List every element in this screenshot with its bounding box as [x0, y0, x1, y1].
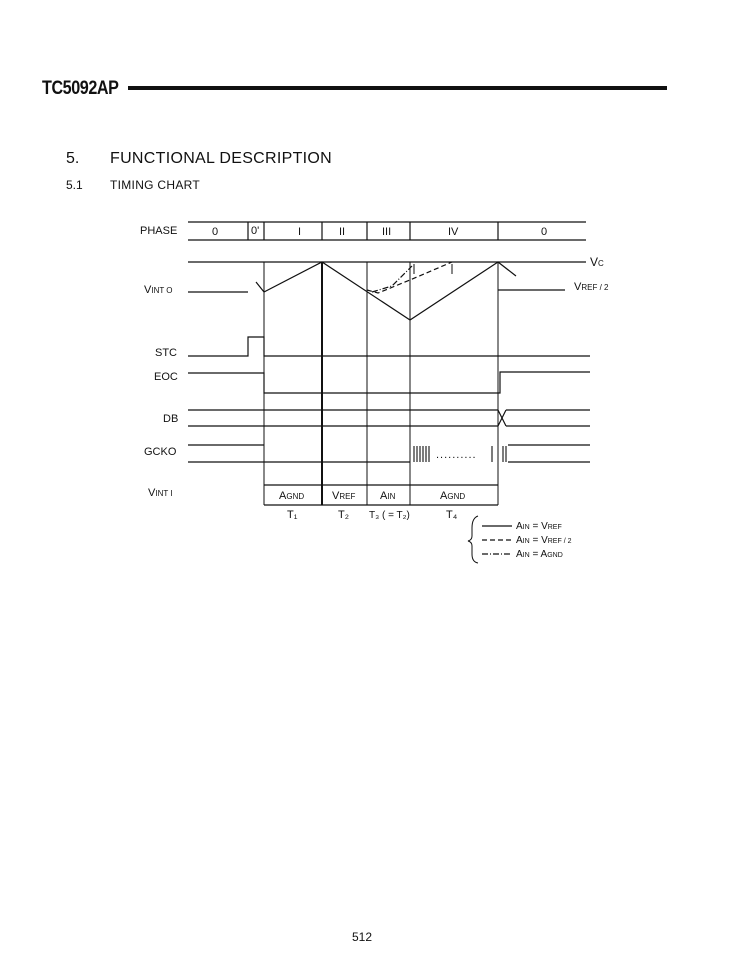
phase-label: 0 — [541, 226, 548, 238]
section-title: FUNCTIONAL DESCRIPTION — [110, 150, 333, 167]
period-label: T₁ — [287, 509, 298, 521]
page-number: 512 — [352, 930, 373, 944]
phase-label: 0' — [251, 225, 260, 237]
label-stc: STC — [155, 347, 177, 359]
vinto-dashdot-waveform — [372, 266, 412, 292]
subsection-title: TIMING CHART — [110, 178, 201, 192]
phase-label: III — [382, 226, 392, 238]
label-vinti: VINT I — [148, 487, 173, 499]
period-label: T₃ ( = T₂) — [369, 510, 410, 521]
vinto-solid-waveform — [256, 262, 516, 320]
label-vref2: VREF / 2 — [574, 281, 609, 293]
label-eoc: EOC — [154, 371, 178, 383]
legend-brace — [468, 516, 478, 563]
label-db: DB — [163, 413, 179, 425]
label-vinto: VINT O — [144, 284, 173, 296]
phase-label: IV — [448, 226, 459, 238]
label-vc: VC — [590, 255, 604, 269]
segment-label: VREF — [332, 490, 356, 502]
period-label: T₂ — [338, 509, 349, 521]
label-phase: PHASE — [140, 225, 178, 237]
segment-label: AGND — [279, 490, 305, 502]
phase-label: II — [339, 226, 346, 238]
phase-label: 0 — [212, 226, 219, 238]
stc-waveform — [188, 337, 590, 356]
legend-label: AIN = VREF / 2 — [516, 535, 572, 546]
segment-label: AIN — [380, 490, 396, 502]
eoc-waveform — [188, 372, 590, 393]
subsection-number: 5.1 — [66, 178, 83, 192]
legend-label: AIN = VREF — [516, 521, 562, 532]
segment-label: AGND — [440, 490, 466, 502]
label-gcko: GCKO — [144, 446, 177, 458]
phase-label: I — [298, 226, 302, 238]
period-label: T₄ — [446, 509, 458, 521]
part-number-header: TC5092AP — [42, 78, 119, 99]
section-number: 5. — [66, 150, 80, 167]
legend-label: AIN = AGND — [516, 549, 563, 560]
gcko-dots: .......... — [436, 449, 477, 461]
